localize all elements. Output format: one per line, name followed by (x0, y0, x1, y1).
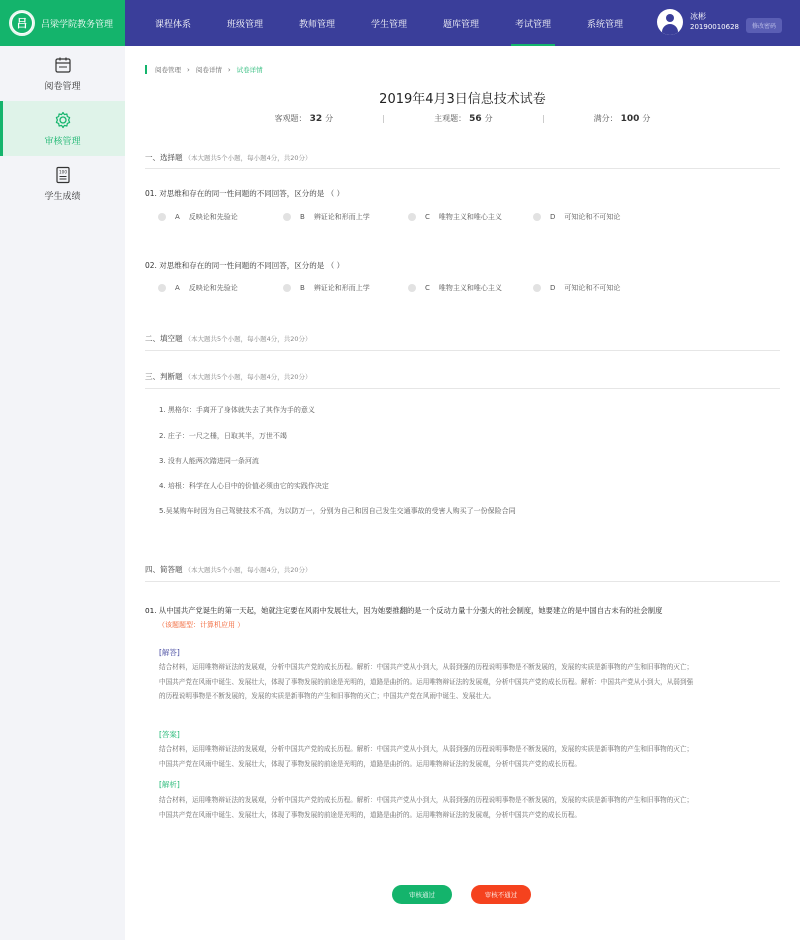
radio[interactable] (158, 284, 166, 292)
question-text: 01. 对思维和存在的同一性问题的不同回答，区分的是 （ ） (145, 189, 345, 198)
option-text: 反映论和先验论 (188, 284, 238, 292)
divider (383, 115, 384, 123)
radio[interactable] (408, 213, 416, 221)
section-title-fill (145, 333, 780, 344)
solution-text (159, 660, 779, 704)
sidebar (0, 46, 125, 940)
subjective-label: 主观题： (434, 114, 467, 123)
divider (145, 388, 780, 389)
nav-class-management[interactable]: 班级管理 (226, 19, 263, 30)
judge-item: 4. 培根：科学在人心目中的价值必须由它的实践作决定 (159, 482, 329, 490)
option-a[interactable] (158, 212, 283, 222)
divider (543, 115, 544, 123)
option-d[interactable] (533, 212, 658, 222)
text-line: 中国共产党在风雨中诞生、发展壮大，体现了事物发展的前途是光明的，道路是曲折的。运用唯物辩证法的发展观，分析中国共产党的成长历程。解析：中国共产党从小到大，从弱到强 (159, 677, 694, 686)
approve-button[interactable]: 审核通过 (392, 885, 452, 904)
section-hint: （本大题共5个小题，每小题4分，共20分） (184, 154, 312, 162)
option-b[interactable] (283, 212, 408, 222)
breadcrumb (145, 65, 263, 74)
section-hint: （本大题共5个小题，每小题4分，共20分） (184, 335, 312, 343)
essay-question: 01. 从中国共产党诞生的第一天起，她就注定要在风雨中发展壮大，因为她要推翻的是一个反动力量十分强大的社会制度，她要建立的是中国自古未有的社会制度 (145, 606, 663, 615)
nav-student-management[interactable]: 学生管理 (370, 19, 407, 30)
option-letter: D (550, 284, 556, 292)
option-d[interactable] (533, 283, 658, 293)
judge-item: 1. 黑格尔：手离开了身体就失去了其作为手的意义 (159, 406, 315, 414)
option-text: 唯物主义和唯心主义 (438, 284, 502, 292)
option-text: 反映论和先验论 (188, 213, 238, 221)
judge-item: 5.吴某购车时因为自己驾驶技术不高，为以防万一，分别为自己和因自己发生交通事故的受害人购买了一份保险合同 (159, 507, 516, 515)
chevron-right-icon: › (187, 65, 190, 74)
text-line: 中国共产党在风雨中诞生、发展壮大，体现了事物发展的前途是光明的，道路是曲折的。运用唯物辩证法的发展观，分析中国共产党的成长历程。 (159, 810, 581, 819)
section-hint: （本大题共5个小题，每小题4分，共20分） (184, 566, 312, 574)
brand-name: 吕梁学院教务管理 (41, 19, 114, 30)
divider (145, 168, 780, 169)
chevron-right-icon: › (227, 65, 231, 74)
radio[interactable] (158, 213, 166, 221)
judge-item: 2. 庄子：一尺之棰，日取其半，万世不竭 (159, 432, 287, 440)
text-line: 的历程说明事物是不断发展的，发展的实质是新事物的产生和旧事物的灭亡；中国共产党在风雨中诞生、发展壮大。 (159, 692, 496, 700)
option-letter: C (425, 284, 430, 292)
section-title-essay (145, 564, 780, 575)
option-c[interactable] (408, 212, 533, 222)
option-text: 唯物主义和唯心主义 (438, 213, 502, 221)
divider (145, 581, 780, 582)
user-id: 20190010628 (690, 23, 739, 31)
nav-teacher-management[interactable]: 教师管理 (298, 19, 335, 30)
section-title: 三、判断题 (145, 372, 183, 381)
option-letter: B (300, 213, 305, 221)
option-letter: B (300, 284, 305, 292)
option-b[interactable] (283, 283, 408, 293)
radio[interactable] (408, 284, 416, 292)
solution-label: [解答] (159, 648, 180, 657)
sidebar-item-label: 阅卷管理 (44, 81, 81, 92)
text-line: 结合材料，运用唯物辩证法的发展观，分析中国共产党的成长历程。解析：中国共产党从小到大，从弱到强的历程说明事物是不断发展的，发展的实质是新事物的产生和旧事物的灭亡； (159, 796, 694, 804)
radio[interactable] (533, 284, 541, 292)
unit: 分 (484, 114, 493, 123)
logo-mark: 吕 (12, 13, 32, 33)
score-summary (125, 113, 800, 124)
section-title: 一、选择题 (145, 153, 183, 162)
svg-text:100: 100 (58, 169, 67, 174)
text-line: 结合材料，运用唯物辩证法的发展观，分析中国共产党的成长历程。解析：中国共产党从小到大，从弱到强的历程说明事物是不断发展的，发展的实质是新事物的产生和旧事物的灭亡； (159, 745, 694, 753)
user-name: 冰彬 (690, 12, 706, 21)
user-info (690, 11, 739, 33)
text-line: 结合材料，运用唯物辩证法的发展观，分析中国共产党的成长历程。解析：中国共产党从小到大，从弱到强的历程说明事物是不断发展的，发展的实质是新事物的产生和旧事物的灭亡； (159, 663, 694, 671)
question-text: 02. 对思维和存在的同一性问题的不同回答，区分的是 （ ） (145, 261, 345, 270)
unit: 分 (325, 114, 334, 123)
section-hint: （本大题共5个小题，每小题4分，共20分） (184, 373, 312, 381)
objective-label: 客观题： (274, 114, 307, 123)
sidebar-item-scores[interactable] (0, 156, 125, 211)
user-profile[interactable] (657, 9, 739, 35)
sidebar-item-marking[interactable] (0, 46, 125, 101)
top-header (0, 0, 800, 46)
breadcrumb-item-marking-detail[interactable]: 阅卷详情 (195, 66, 222, 74)
calendar-icon (54, 56, 72, 74)
full-label: 满分： (593, 114, 618, 123)
sidebar-item-label: 审核管理 (44, 136, 81, 147)
full-value: 100 (620, 113, 640, 124)
section-title-judge (145, 371, 780, 382)
answer-label: [答案] (159, 730, 180, 739)
nav-question-bank[interactable]: 题库管理 (442, 19, 479, 30)
option-group (158, 283, 658, 293)
nav-course-system[interactable]: 课程体系 (154, 19, 191, 30)
main-nav (137, 0, 641, 46)
option-letter: A (175, 284, 180, 292)
option-letter: D (550, 213, 556, 221)
nav-system-management[interactable]: 系统管理 (586, 19, 623, 30)
reject-button[interactable]: 审核不通过 (471, 885, 531, 904)
page-title: 2019年4月3日信息技术试卷 (379, 92, 546, 107)
analysis-text (159, 793, 779, 822)
avatar[interactable] (657, 9, 683, 35)
section-title: 四、简答题 (145, 565, 183, 574)
radio[interactable] (283, 284, 291, 292)
divider (145, 350, 780, 351)
unit: 分 (642, 114, 651, 123)
breadcrumb-item-current: 试卷详情 (236, 66, 263, 74)
text-line: 中国共产党在风雨中诞生、发展壮大，体现了事物发展的前途是光明的，道路是曲折的。运用唯物辩证法的发展观，分析中国共产党的成长历程。 (159, 759, 581, 768)
option-c[interactable] (408, 283, 533, 293)
analysis-label: [解析] (159, 780, 180, 789)
radio[interactable] (533, 213, 541, 221)
option-a[interactable] (158, 283, 283, 293)
option-group (158, 212, 658, 222)
option-letter: A (175, 213, 180, 221)
change-password-button[interactable]: 修改密码 (746, 18, 782, 33)
option-text: 可知论和不可知论 (564, 213, 621, 221)
brand[interactable] (0, 0, 125, 46)
objective-value: 32 (309, 113, 323, 124)
school-logo (9, 10, 35, 36)
radio[interactable] (283, 213, 291, 221)
judge-item: 3. 没有人能两次踏进同一条河流 (159, 457, 259, 465)
sidebar-item-label: 学生成绩 (44, 191, 81, 202)
main-content (125, 46, 800, 940)
question-type: （该题题型：计算机应用 ） (158, 621, 245, 629)
option-text: 可知论和不可知论 (564, 284, 621, 292)
score-sheet-icon (54, 166, 72, 184)
breadcrumb-accent (145, 65, 147, 74)
section-title: 二、填空题 (145, 334, 183, 343)
sidebar-item-review[interactable] (0, 101, 125, 156)
subjective-value: 56 (469, 113, 482, 124)
breadcrumb-item-marking[interactable]: 阅卷管理 (155, 66, 181, 74)
section-title-choice (145, 152, 780, 163)
option-letter: C (425, 213, 430, 221)
option-text: 辨证论和形而上学 (313, 284, 370, 292)
answer-text (159, 742, 779, 771)
nav-exam-management[interactable]: 考试管理 (497, 0, 569, 46)
option-text: 辨证论和形而上学 (313, 213, 370, 221)
gear-icon (54, 111, 72, 129)
